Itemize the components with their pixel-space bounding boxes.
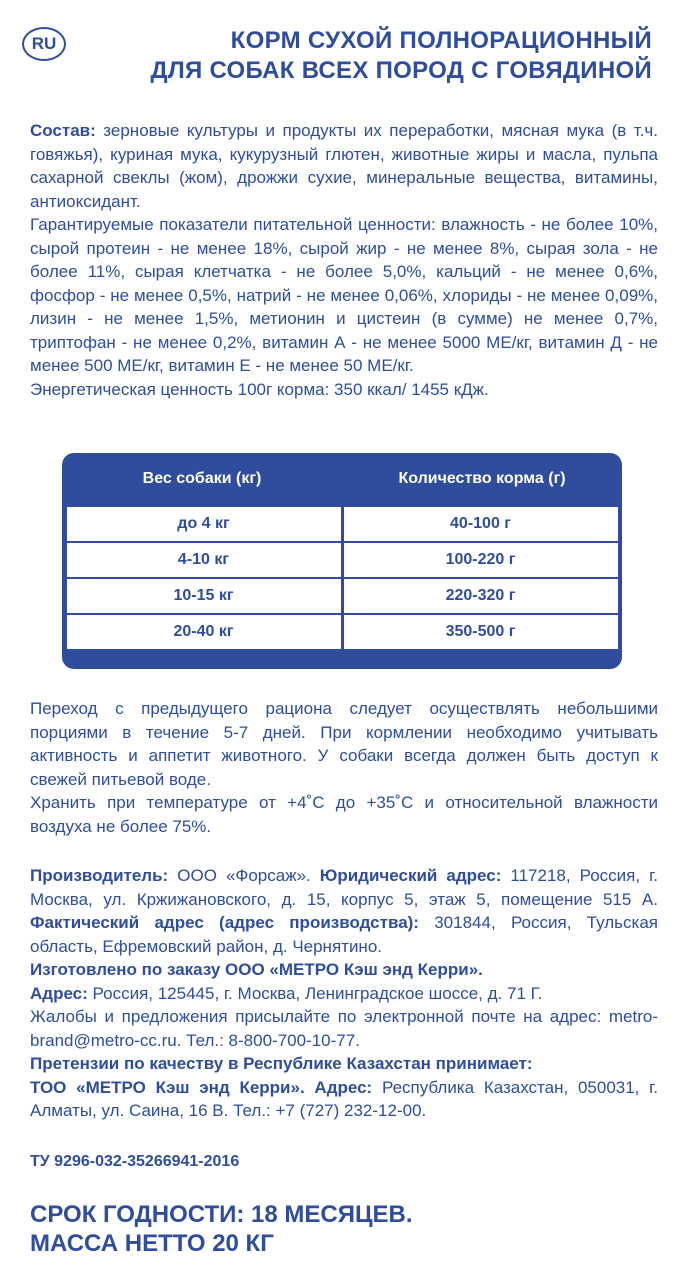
complaints-contact: Жалобы и предложения присылайте по электронной почте на адрес: metro-brand@metro-cc.ru. Тел.: 8-800-700-10-77.: [30, 1007, 658, 1050]
table-row: [65, 577, 619, 613]
language-badge: [22, 27, 66, 61]
table-row: [65, 505, 619, 541]
kz-company: [30, 1076, 658, 1123]
language-badge-label: RU: [31, 34, 57, 53]
weight-cell: 10-15 кг: [67, 579, 341, 613]
shelf-life: СРОК ГОДНОСТИ: 18 МЕСЯЦЕВ.: [30, 1201, 413, 1228]
guaranteed-values: Гарантируемые показатели питательной ценности: влажность - не более 10%, сырой протеин - не менее 18%, сырой жир - не менее 8%, сырая зола - не более 11%, сырая клетчатка - не более 5,0%, кальций - не менее 0,6%, фосфор - не менее 0,5%, натрий - не менее 0,06%, хлориды - не менее 0,09%, лизин - не менее 1,5%, метионин и цистеин (в сумме) не менее 0,7%, триптофан - не менее 0,2%, витамин А - не менее 5000 МЕ/кг, витамин Д - не менее 500 МЕ/кг, витамин Е - не менее 50 МЕ/кг.: [30, 215, 658, 375]
metro-address-label: Адрес:: [30, 983, 88, 1003]
kz-claims-text: Претензии по качеству в Республике Казахстан принимает:: [30, 1054, 533, 1073]
header-food-amount: Количество корма (г): [398, 470, 566, 487]
metro-address: [30, 982, 658, 1006]
transition-instructions: Переход с предыдущего рациона следует осуществлять небольшими порциями в течение 5-7 дней. При кормлении необходимо учитывать активность и аппетит животного. У собаки всегда должен быть доступ к свежей питьевой воде.: [30, 699, 658, 789]
weight-cell: 4-10 кг: [67, 543, 341, 577]
product-title-line-2: ДЛЯ СОБАК ВСЕХ ПОРОД С ГОВЯДИНОЙ: [150, 57, 652, 84]
actual-address-text: 301844, Россия, Тульская область, Ефремовский район, д. Чернятино.: [30, 913, 658, 956]
feeding-table-header: [62, 453, 622, 505]
manufacturer-block: [30, 864, 658, 1123]
feeding-table-body: [65, 505, 619, 649]
producer-label: Производитель:: [30, 866, 169, 885]
ordered-by: [30, 958, 658, 982]
amount-cell: 350-500 г: [344, 615, 618, 649]
ordered-by-text: Изготовлено по заказу ООО «МЕТРО Кэш энд Керри».: [30, 960, 483, 979]
storage-instructions: Хранить при температуре от +4˚С до +35˚С и относительной влажности воздуха не более 75%.: [30, 793, 658, 836]
kz-address-text: Республика Казахстан, 050031, г. Алматы, ул. Саина, 16 В. Тел.: +7 (727) 232-12-00.: [30, 1077, 658, 1120]
table-row: [65, 541, 619, 577]
legal-address-text: 117218, Россия, г. Москва, ул. Кржижановского, д. 15, корпус 5, этаж 5, помещение 515 А.: [30, 866, 658, 909]
net-mass: МАССА НЕТТО 20 КГ: [30, 1230, 274, 1257]
legal-address-label: Юридический адрес:: [319, 866, 502, 885]
composition-block: [30, 119, 658, 401]
energy-value: Энергетическая ценность 100г корма: 350 ккал/ 1455 кДж.: [30, 379, 489, 399]
producer-paragraph: [30, 864, 658, 958]
feeding-table: [62, 453, 622, 669]
producer-text: ООО «Форсаж».: [168, 866, 320, 885]
weight-cell: 20-40 кг: [67, 615, 341, 649]
instructions-block: [30, 697, 658, 838]
weight-cell: до 4 кг: [67, 507, 341, 541]
shelf-life-block: [30, 1200, 413, 1258]
header-dog-weight: Вес собаки (кг): [142, 470, 262, 487]
composition-text: зерновые культуры и продукты их переработки, мясная мука (в т.ч. говяжья), куриная мука, кукурузный глютен, животные жиры и масла, пульпа сахарной свеклы (жом), дрожжи сухие, минеральные вещества, витамины, антиоксидант.: [30, 121, 658, 211]
metro-address-text: Россия, 125445, г. Москва, Ленинградское шоссе, д. 71 Г.: [87, 983, 543, 1003]
amount-cell: 220-320 г: [344, 579, 618, 613]
amount-cell: 40-100 г: [344, 507, 618, 541]
composition-label: Состав:: [30, 121, 96, 140]
kz-company-label: ТОО «МЕТРО Кэш энд Керри». Адрес:: [30, 1077, 373, 1097]
actual-address-label: Фактический адрес (адрес производства):: [30, 913, 419, 932]
product-title: [150, 26, 652, 86]
amount-cell: 100-220 г: [344, 543, 618, 577]
product-title-line-1: КОРМ СУХОЙ ПОЛНОРАЦИОННЫЙ: [230, 27, 652, 54]
composition-paragraph: [30, 119, 658, 213]
tu-number: ТУ 9296-032-35266941-2016: [30, 1153, 240, 1170]
table-row: [65, 613, 619, 649]
kz-claims: [30, 1052, 658, 1076]
